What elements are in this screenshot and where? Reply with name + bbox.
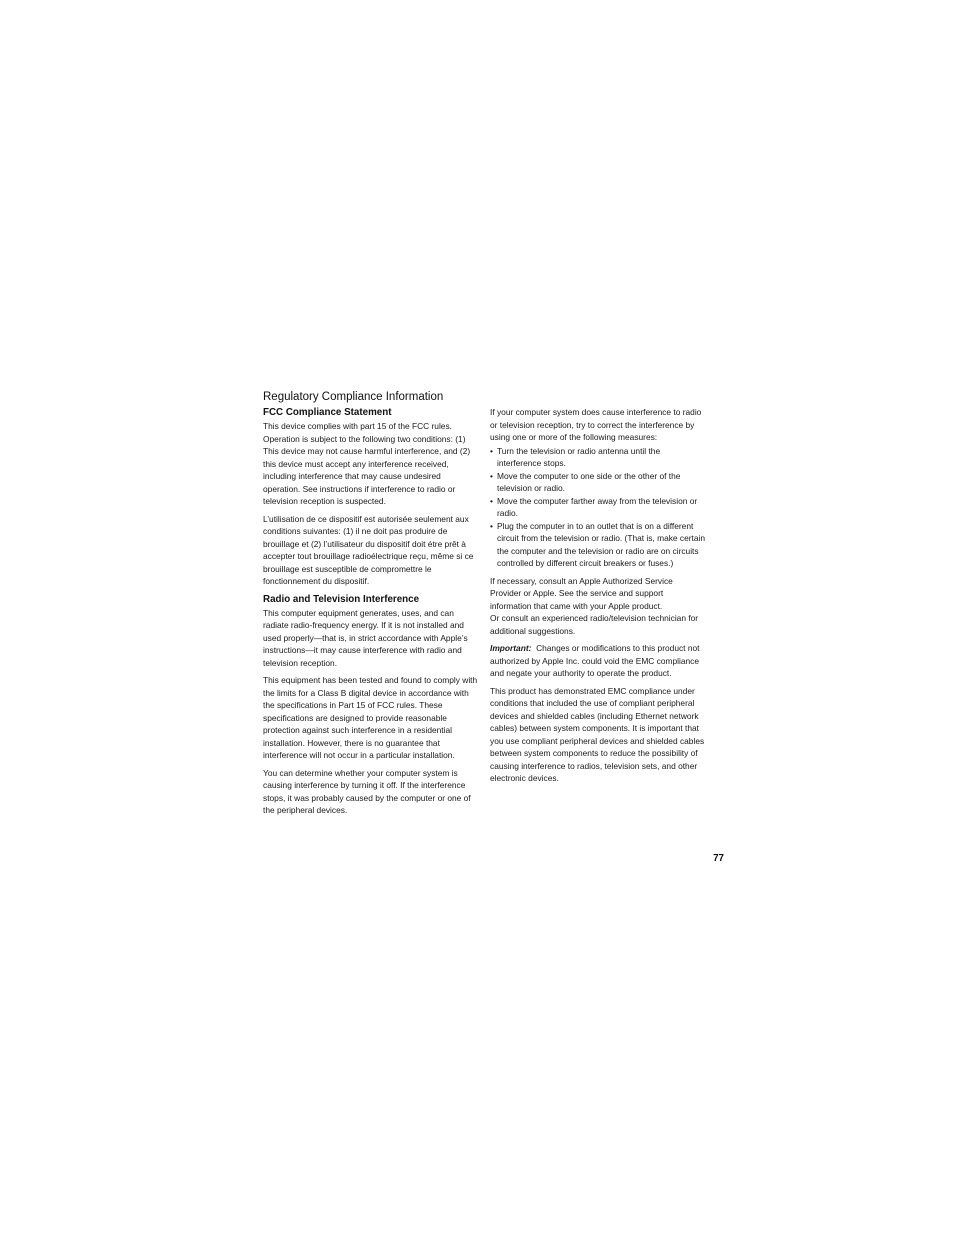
measure-text: Plug the computer in to an outlet that is on a different circuit from the television or radio. (That is, make certain the computer and the television or radio are on circuits controlled by different circuit breakers or fuses.): [497, 520, 706, 568]
right-column: [490, 406, 706, 790]
service-paragraph-1: If necessary, consult an Apple Authorized Service Provider or Apple. See the service and support information that came with your Apple product.: [490, 575, 673, 611]
left-column: [263, 406, 479, 822]
bullet-icon: •: [490, 520, 493, 531]
measure-text: Move the computer farther away from the television or radio.: [497, 495, 698, 518]
radio-tv-interference-heading: Radio and Television Interference: [263, 593, 420, 605]
page-title: Regulatory Compliance Information: [263, 390, 444, 403]
important-paragraph: [490, 642, 706, 680]
measures-list: [490, 445, 706, 570]
measure-text: Turn the television or radio antenna until the interference stops.: [497, 445, 661, 468]
fcc-compliance-heading: FCC Compliance Statement: [263, 407, 392, 418]
page-number: 77: [713, 853, 724, 864]
radio-paragraph-2: This equipment has been tested and found to comply with the limits for a Class B digital device in accordance with the specifications in Part 15 of FCC rules. These specifications are designed to provide reasonable protection against such interference in a residential installation. However, there is no guarantee that interference will not occur in a particular installation.: [263, 675, 478, 760]
list-item: [490, 520, 706, 570]
measure-text: Move the computer to one side or the other of the television or radio.: [497, 470, 681, 493]
bullet-icon: •: [490, 495, 493, 506]
fcc-compliance-paragraph: This device complies with part 15 of the FCC rules. Operation is subject to the following two conditions: (1) This device may not cause harmful interference, and (2) this device must accept any interference received, including interference that may cause undesired operation. See instructions if interference to radio or television reception is suspected.: [263, 421, 471, 506]
list-item: [490, 445, 706, 470]
french-compliance-paragraph: L’utilisation de ce dispositif est autorisée seulement aux conditions suivantes: (1) il ne doit pas produire de brouillage et (2) l’utilisateur du dispositif doit étre prêt à accepter tout brouillage radioélectrique reçu, même si ce brouillage est susceptible de compromettre le fonctionnement du dispositif.: [263, 513, 474, 586]
service-paragraph-2: Or consult an experienced radio/television technician for additional suggestions.: [490, 613, 699, 636]
interference-intro-paragraph: If your computer system does cause interference to radio or television reception, try to correct the interference by using one or more of the following measures:: [490, 407, 702, 442]
important-label: Important:: [490, 643, 532, 653]
radio-paragraph-3: You can determine whether your computer system is causing interference by turning it off. If the interference stops, it was probably caused by the computer or one of the peripheral devices.: [263, 767, 471, 815]
bullet-icon: •: [490, 470, 493, 481]
bullet-icon: •: [490, 445, 493, 456]
emc-paragraph: This product has demonstrated EMC compliance under conditions that included the use of compliant peripheral devices and shielded cables (including Ethernet network cables) between system components. It is important that you use compliant peripheral devices and shielded cables between system components to reduce the possibility of causing interference to radios, television sets, and other electronic devices.: [490, 685, 705, 783]
list-item: [490, 495, 706, 520]
radio-paragraph-1: This computer equipment generates, uses, and can radiate radio-frequency energy. If it is not installed and used properly—that is, in strict accordance with Apple’s instructions—it may cause interference with radio and television reception.: [263, 607, 468, 668]
important-text: Changes or modifications to this product not authorized by Apple Inc. could void the EMC compliance and negate your authority to operate the product.: [490, 643, 700, 678]
list-item: [490, 470, 706, 495]
